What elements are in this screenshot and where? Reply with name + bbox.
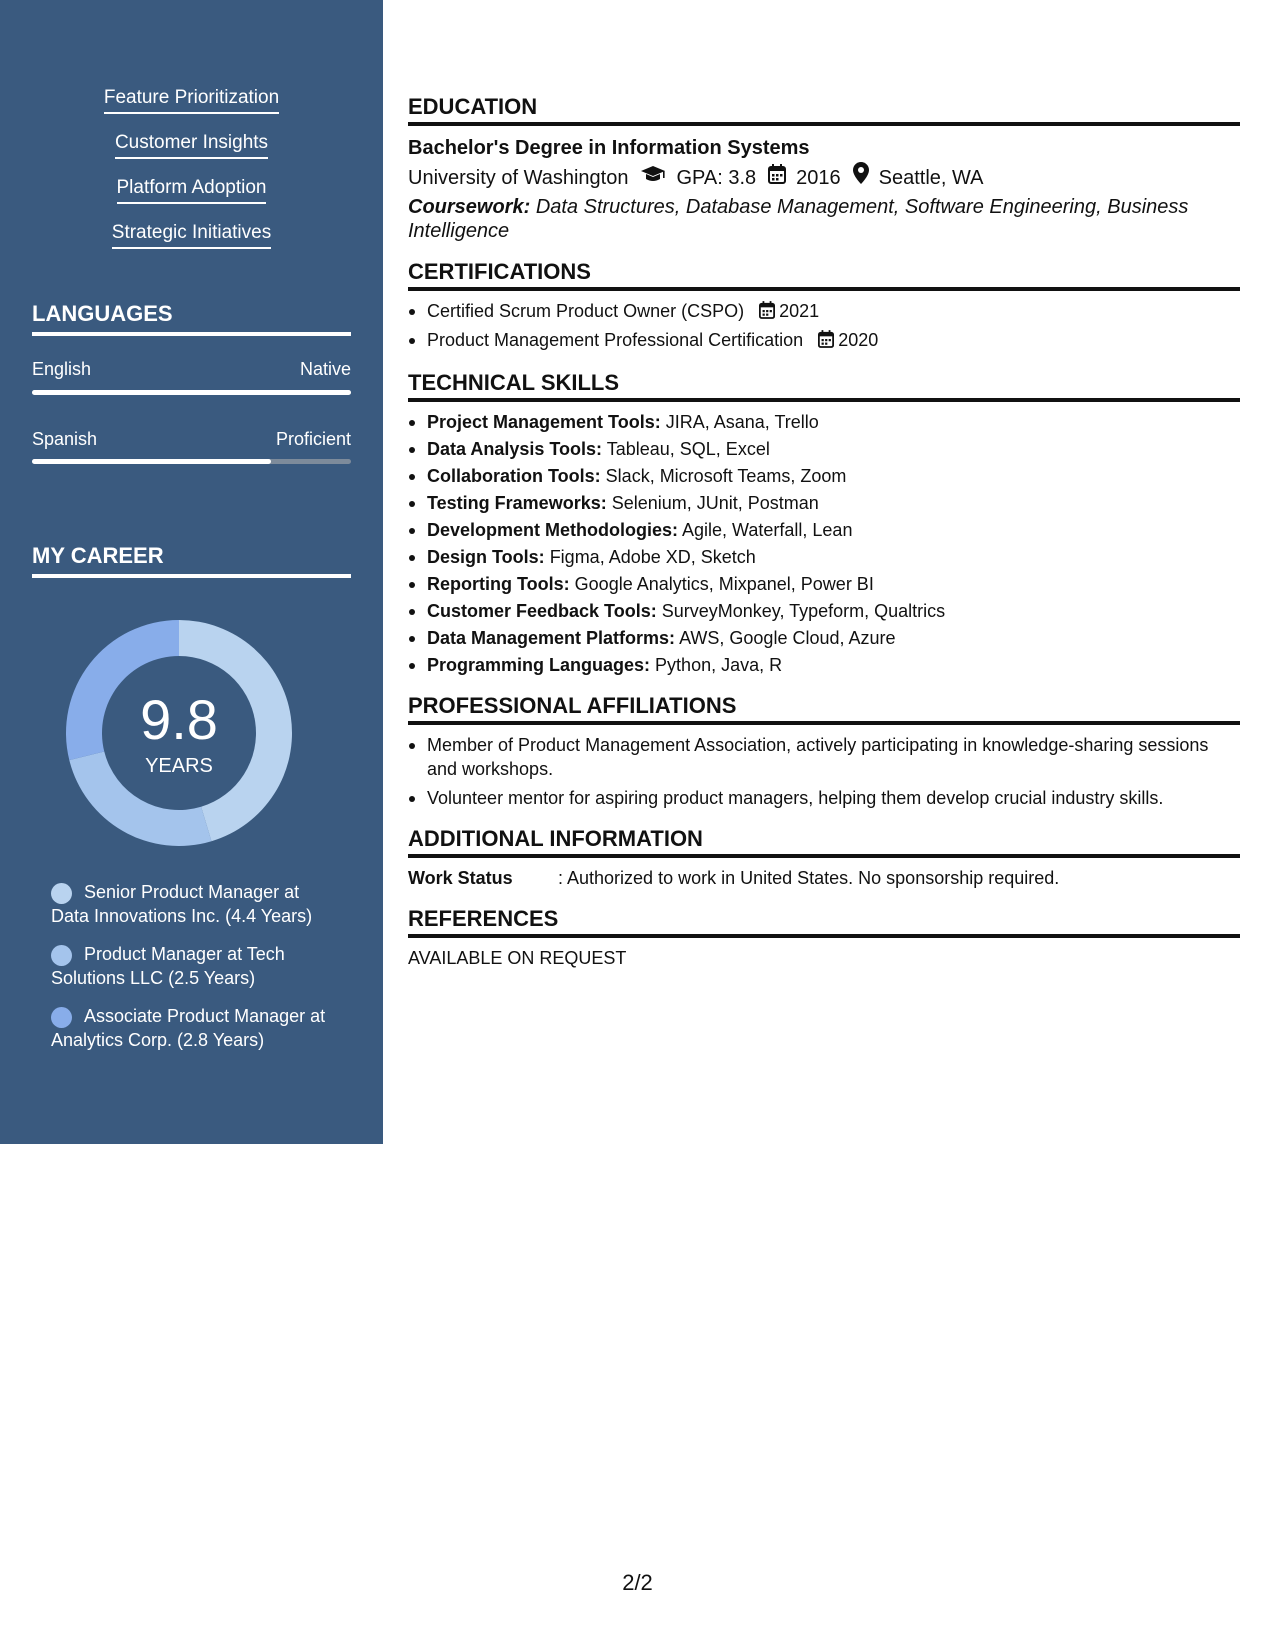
skill-tag: Platform Adoption [117,176,267,204]
languages-heading: LANGUAGES [32,300,351,336]
skill-value: Google Analytics, Mixpanel, Power BI [574,574,874,594]
skill-value: Tableau, SQL, Excel [606,439,770,459]
certifications-list [408,299,1240,354]
list-item [408,599,1240,623]
list-item [408,437,1240,461]
language-row [32,358,351,380]
list-item [408,653,1240,677]
work-status-value: : Authorized to work in United States. No sponsorship required. [558,868,1060,888]
main-content [408,92,1240,984]
career-heading: MY CAREER [32,542,351,578]
graduation-cap-icon [640,163,666,193]
section-title: CERTIFICATIONS [408,257,1240,291]
list-item [408,626,1240,650]
career-total-unit: YEARS [145,755,213,777]
language-bar [32,459,351,464]
list-item [408,410,1240,434]
list-item [408,328,1240,354]
skill-value: Slack, Microsoft Teams, Zoom [605,466,847,486]
work-status-row [408,866,1240,890]
list-item: Member of Product Management Association, actively participating in knowledge-sharing sessions and workshops. [408,733,1240,781]
list-item [408,464,1240,488]
language-name: English [32,359,92,379]
skill-value: JIRA, Asana, Trello [665,412,819,432]
language-bar-fill [32,459,271,464]
page-number: 2/2 [622,1570,653,1595]
list-item [408,299,1240,325]
language-level: Native [299,359,351,379]
skill-value: SurveyMonkey, Typeform, Qualtrics [661,601,946,621]
section-title: EDUCATION [408,92,1240,126]
affiliations-section [408,691,1240,810]
certification-name: Certified Scrum Product Owner (CSPO) [427,301,745,321]
skill-tags [0,86,383,266]
skill-value: Agile, Waterfall, Lean [682,520,853,540]
technical-skills-section [408,368,1240,677]
skill-label: Testing Frameworks: [427,493,607,513]
list-item [408,518,1240,542]
list-item [408,491,1240,515]
career-total-value: 9.8 [140,688,218,751]
graduation-year: 2016 [796,166,841,189]
education-details [408,162,1240,193]
coursework-label: Coursework: [408,196,531,218]
degree-title: Bachelor's Degree in Information Systems [408,137,810,159]
skill-tag: Feature Prioritization [104,86,279,114]
legend-dot-icon [51,945,72,966]
skill-label: Reporting Tools: [427,574,570,594]
skill-label: Project Management Tools: [427,412,661,432]
affiliations-list [408,733,1240,810]
calendar-icon [818,330,834,354]
coursework-list: Data Structures, Database Management, Software Engineering, Business Intelligence [408,196,1189,242]
career-legend [51,880,341,1066]
skill-label: Data Analysis Tools: [427,439,603,459]
skill-tag: Customer Insights [115,131,268,159]
skill-value: AWS, Google Cloud, Azure [679,628,896,648]
skills-list [408,410,1240,677]
section-title: TECHNICAL SKILLS [408,368,1240,402]
calendar-icon [768,163,786,193]
calendar-icon [759,301,775,325]
language-row [32,428,351,450]
language-bar [32,390,351,395]
language-name: Spanish [32,429,98,449]
certification-year: 2021 [779,301,820,321]
skill-value: Python, Java, R [655,655,783,675]
skill-tag: Strategic Initiatives [112,221,271,249]
gpa: GPA: 3.8 [676,166,757,189]
work-status-label: Work Status [408,868,513,888]
career-legend-text: Associate Product Manager at Analytics Corp. (2.8 Years) [51,1006,326,1050]
school-name: University of Washington [408,166,629,189]
legend-dot-icon [51,883,72,904]
skill-label: Programming Languages: [427,655,651,675]
career-legend-item [51,1004,341,1052]
skill-label: Customer Feedback Tools: [427,601,657,621]
skill-label: Design Tools: [427,547,545,567]
career-legend-text: Senior Product Manager at Data Innovations Inc. (4.4 Years) [51,882,313,926]
list-item [408,572,1240,596]
language-bar-fill [32,390,351,395]
section-title: PROFESSIONAL AFFILIATIONS [408,691,1240,725]
education-section [408,92,1240,243]
certifications-section [408,257,1240,354]
school-location: Seattle, WA [878,166,984,189]
certification-year: 2020 [838,330,879,350]
section-title: ADDITIONAL INFORMATION [408,824,1240,858]
skill-label: Development Methodologies: [427,520,679,540]
legend-dot-icon [51,1007,72,1028]
location-pin-icon [853,162,869,193]
skill-label: Collaboration Tools: [427,466,601,486]
coursework [408,195,1240,243]
skill-label: Data Management Platforms: [427,628,676,648]
list-item [408,545,1240,569]
career-legend-item [51,942,341,990]
section-title: REFERENCES [408,904,1240,938]
skill-value: Figma, Adobe XD, Sketch [549,547,756,567]
certification-name: Product Management Professional Certification [427,330,804,350]
career-legend-text: Product Manager at Tech Solutions LLC (2.5 Years) [51,944,285,988]
list-item: Volunteer mentor for aspiring product managers, helping them develop crucial industry skills. [408,786,1240,810]
additional-info-section [408,824,1240,890]
references-text: AVAILABLE ON REQUEST [408,948,627,968]
references-section [408,904,1240,970]
career-legend-item [51,880,341,928]
sidebar [0,0,383,1144]
skill-value: Selenium, JUnit, Postman [611,493,819,513]
language-level: Proficient [275,429,351,449]
